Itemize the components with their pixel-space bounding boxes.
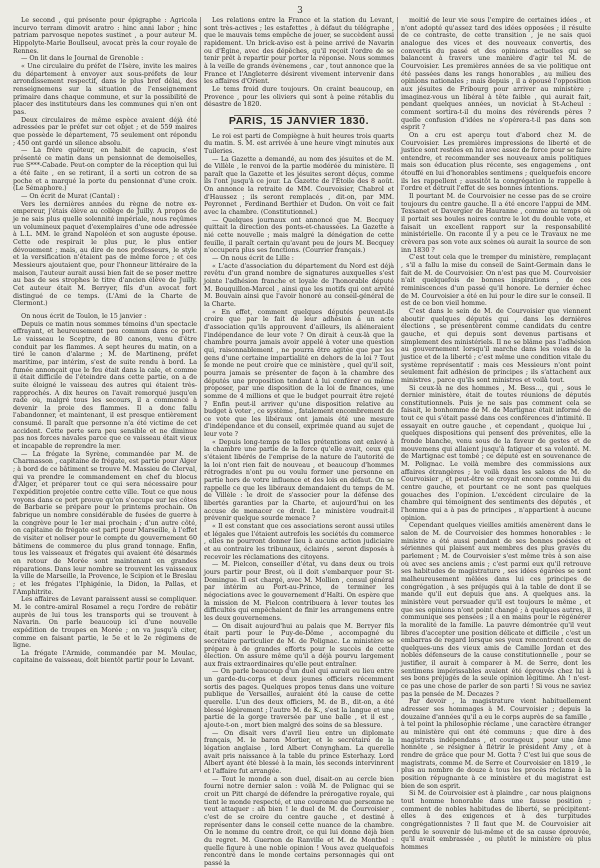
paragraph: — Quelques journaux ont annoncé que M. Becquey quittait la direction des ponts-et-chaussées. La Gazette a nié cette nouvelle ; mais malgré la dénégation de cette feuille, il paraît certain qu'avant peu de jours M. Becquey n'occupera plus ses fonctions. (Courrier français.) [204,216,394,255]
page-number: 3 [297,6,303,16]
paragraph: Depuis ce matin nous sommes témoins d'un spectacle effrayant, et heureusement peu commun dans ce port. Le vaisseau le Sceptre, de 80 canons, venu d'être conduit par les flammes. A sept heures du matin, on a tiré le canon d'alarme ; M. de Martineng, préfet maritime, par intérim, s'est de suite rendu à bord. La fumée annonçait que le feu était dans la cale, et comme il était difficile de l'éteindre dans cette partie, on a de suite éloigné le vaisseau des autres qui étaient très-rapprochés. A dix heures on l'avait remorqué jusqu'en rade où, malgré tous les secours, il a commencé à devenir la proie des flammes. Il a donc fallu l'abandonner, et maintenant, il est presque entièrement consumé. Il paraît que personne n'a été victime de cet accident. Cette perte sera peu sensible et ne diminue pas nos forces navales parce que ce vaisseau était vieux et incapable de reprendre la mer. [13,320,197,451]
paragraph: « Depuis long-temps de telles prétentions ont enlevé à la chambre une partie de la force qu'elle avait, ceux qui s'étaient libérés de l'emprise de la nature de l'autorité de la loi n'ont rien fait de nouveau , et beaucoup d'hommes rétrogrades n'ont pu ou voulu former une personne en partie hors de votre influence et des lois en défaut. On se rappelle ce que les libéraux demandaient du temps de M. de Villèle : le droit de s'associer pour la défense des libertés garanties par la Charte, et aujourd'hui on les accuse de menacer ce droit. Le ministère voudrait-il prévenir quelque sourde menace ? [204,438,394,523]
paragraph: Le second , qui présente pour épigraphe : Agricola incurvo terram dimovit aratro : hinc anni labor ; hinc patriam parvosque nepotes sustinet , a pour auteur M. Hippolyte-Marie Boullseul, avocat près la cour royale de Rennes. [13,17,197,55]
paragraph: Deux circulaires de même espèce avaient déjà été adressées par le préfet sur cet objet ; et de 559 maires que possède le département, 75 seulement ont répondu ; 450 ont gardé un silence absolu. [13,116,197,147]
paragraph: C'est tout cela que le tremper du ministère, remplaçant , s'il a fallu la mise du conseil de Saint-Germain dans le fait de M. de Courvoisier. On n'est pas que M. Courvoisier n'ait quelquefois de bonnes inspirations , de ces reminiscences d'un passé qu'il honore. Le dernier échec de M. Courvoisier a été en lui pour le dire sur le conseil. Il est de ce bon vieil homme. [401,254,591,308]
paragraph: Si M. de Courvoisier est à plaindre , car nous plaignons tout homme honorable dans une fausse position ; comment de nobles habitudes de liberté, se précipitent-elles à des exigences et à des turpitudes congrégationnistes ? Il faut que M. de Courvoisier ait perdu le souvenir de lui-même et de sa cause éprouvée, qu'il avait embrassée , ou plutôt le ministère où plus hommes [401,790,591,851]
column-rule [397,17,398,772]
dateline-block [204,115,394,129]
paragraph: — On disait aujourd'hui au palais que M. Berryer fils était parti pour le Puy-de-Dôme , accompagné du secrétaire particulier de M. de Polignac. Le ministère se prépare à de grandes efforts pour le succès de cette élection. On assure même qu'il a déjà pourvu largement aux frais extraordinaires qu'elle peut entraîner. [204,622,394,668]
paragraph: — La frégate la Syrène, commandée par M. de Charmasson , capitaine de frégate, est partie pour Alger ; à bord de ce bâtiment se trouve M. Massieu de Clerval, qui va prendre le commandement en chef du blocus d'Alger, et préparer tout ce qui sera nécessaire pour l'expédition projetée contre cette ville. Tout ce que nous voyons dans ce port prouve qu'on s'occupe sur les côtes de Barbarie se prépare pour le printems prochain. On fabrique un nombre considérable de fusées de guerre à la congrève pour le 1er mai prochain ; d'un autre côté, on capitaine de frégate est parti pour Marseille, à l'effet de visiter et noliser pour le compte du gouvernement 60 bâtimens de commerce du plus grand tonnage. Enfin, tous les vaisseaux et frégates qui avaient été désarmés en retour de Morée sont maintenant en grandes réparations. Dans leur nombre se trouvent les vaisseaux la ville de Marseille, la Provence, le Scipion et le Breslau ; et les frégates l'Iphigénie, la Didon, la Pallas, et l'Amphitrite. [13,450,197,596]
divider [234,128,364,129]
paragraph: Vers les dernières années du règne de notre ex-empereur, j'étais élève au collège de Juilly. A propos de je ne sais plus quelle solennité impériale, nous reçûmes un volumineux paquet d'exemplaires d'une ode adressée à L.L. MM. le grand Napoléon et son auguste épouse. Cette ode respirait le plus pur, le plus entier dévouement ; mais, au dire de nos professeurs, le style et la versification n'étaient pas de même force ; et ces Messieurs ajoutaient que, pour l'honneur littéraire de la maison, l'auteur aurait aussi bien fait de se poser mettre au bas de ses strophes le titre d'ancien élève de Juilly. Cet auteur était M. Berryer, fils d'un avocat fort distingué de ce temps. (L'Ami de la Charte de Clermont.) [13,200,197,308]
dateline-heading: PARIS, 15 JANVIER 1830. [228,114,370,127]
paragraph: « L'acte d'association du département du Nord est déjà revêtu d'un grand nombre de signatures auxquelles s'est jointe l'adhésion franche et loyale de l'honorable député M. Bouquillon-Marcel , ainsi que les motifs qui ont arrêté M. Bouvain ainsi que l'avoir honoré au conseil-général de la Charte. [204,262,394,308]
paragraph: Le roi est parti de Compiègne à huit heures trois quarts du matin. S. M. est arrivée à une heure vingt minutes aux Tuileries. [204,132,394,155]
paragraph: — On nous écrit de Lille : [212,255,294,263]
paragraph: Les affaires de Levant paraissent aussi se compliquer. M. le contre-amiral Rosamel a reçu l'ordre de rebâtir auprès de lui tous les transports qui se trouvent à Navarin. On parle beaucoup ici d'une nouvelle expédition de troupes en Morée ; on va jusqu'à citer, comme en faisant partie, le 5e et le 2e régimens de ligne. [13,596,197,650]
paragraph: On nous écrit de Toulon, le 15 janvier : [21,312,147,320]
paragraph: « En effet, comment quelques députés peuvent-ils croire que par le fait de leur adhésion à un acte d'association qu'ils approuvent d'ailleurs, ils aliéneraient l'indépendance de leur vote ? On dirait à ceux-là que la chambre pourra jamais avoir appelé à voter une question qui, raisonnablement , ne pourra être agitée que par les gens d'une certaine impartialité en dehors de la loi ? Tout le monde ne peut croire que ce ministère , quel qu'il soit, pourra jamais se présenter de façon à la chambre des députés une proposition tendant à lui conférer ou même proposer, par une disposition de la loi de finances, une somme de 4 millions et que le budget pourrait être rejeté ? Enfin peut-il arriver qu'une disposition relative au budget à voter , ce système , fatalement encombrement de ce vote que les libéraux ont jamais été une mesure d'indépendance et du conseil, exprimée quand au sujet de leur vote ? [204,308,394,439]
paragraph: — On lit dans le Journal de Grenoble : [21,55,144,63]
paragraph: moitié de leur vie sous l'empire de certaines idées , et n'ont adopté qu'assez tard des idées opposées ; il résulte de ce contraste, de cette transition , je ne sais quoi analogue des vices et des nouveaux convertis, des convertis du passé et des opinions actuelles qui se balancent à travers une manière d'agir tel M. de Courvoisier. Les premières années de sa vie politique ont été passées dans les rangs honorables , au milieu des opinions nationales ; mais depuis , il a épousé l'opposition aux jésuites de Fribourg pour arriver au ministère ; imaginez-vous un libéral à tête faible , qui aurait fait, pendant quelques années, un noviciat à St-Acheul : comment sortira-t-il du moins des révérends pères ? quelle confusion d'idées ne s'opérera-t-il pas dans son esprit ? [401,17,591,132]
paragraph: — On parle beaucoup d'un duel qui aurait eu lieu entre un garde-du-corps et deux jeunes officiers récemment sortis des pages. Quelques propos tenus dans une voiture publique de Versailles, auraient été la cause de cette querelle. L'un des deux officiers, M. de B., dit-on, a été blessé légèrement ; l'autre M. de K., s'est la langue et une partie de la gorge traversée par une balle , et il est , ajoute-t-on , mort bien malgré des soins de sa blessure. [204,668,394,730]
paragraph: — M. Pielcon, conseiller d'état, vu dans deux ou trois jours partir pour Brest, où il doit s'embarquer pour St-Domingue. Il est chargé, avec M. Mollien , consul général par intérim au Port-au-Prince, de terminer les négociations avec le gouvernement d'Haïti. On espère que la mission de M. Pielcon contribuera à lever toutes les difficultés qui empêchaient de finir les arrangemens entre les deux gouvernemens. [204,561,394,622]
paragraph: — La Gazette a demandé, au nom des jésuites et de M. de Villèle , le renvoi de la partie modérée du ministère. Il paraît que la Gazette et les jésuites seront déçus, comme ils l'ont jusqu'à ce jour. La Gazette de l'Étoile des 8 août. On annonce la retraite de MM. Courvoisier, Chabrol et d'Haussez ; ils seront remplacés , dit-on, par MM. Peyronnet , Ferdinand Berthier et Dudon. On voit ce fait avec la chambre. (Constitutionnel.) [204,155,394,217]
paragraph: Le tems froid dure toujours. On craint beaucoup, en Provence , pour les oliviers qui sont à peine rétablis du désastre de 1820. [204,85,394,109]
text-columns [13,17,591,867]
column-rule [200,17,201,772]
paragraph: — Tout le monde a son duel, disait-on au cercle bien fourni notre dernier salon : voilà M. de Polignac qui se croit un Pitt chargé de défendre la prérogative royale, qui tient le monde respecté, et une couronne que personne ne veut attaquer : ah bien ! le duel de M. de Courvoisier , c'est de se croire du centre gauche , et destiné à représenter dans le conseil cette nuance de la chambre. On le nomme du centre droit, ce qui lui donne déjà bien du regret. M. Guernon de Ranville et M. de Montbel : quelle figure à une noble opinion ! Vous avez quelquefois rencontré dans le monde certains personnages qui ont passé la [204,775,394,867]
paragraph: Il pourtant M. de Courvoisier ne cesse pas de se croire toujours du centre gauche. Il a été encore l'appui de MM. Texsanet et Davergier de Hauranne , comme au temps où il portait ses boules noires contre le lot du double vote, et faisait un excellent rapport sur la responsabilité ministérielle. On raconte il y a peu ce le Travaux ne me crèvera pas son vote aux scènes où aurait la source de son inn 1830 ? [401,193,591,254]
paragraph: Les relations entre la France et la station du Levant, sont très-actives ; les estafettes , à défaut du télégraphe , que le mauvais tems empêche de jouer, se succèdent aussi rapidement. Un brick-aviso est à peine arrivé de Navarin ou d'Égine, avec des dépêches, qu'il reçoit l'ordre de se tenir prêt à repartir pour porter la réponse. Nous sommes à la veille de grands évènemens , car , tout annonce que la France et l'Angleterre désirent vivement intervenir dans les affaires d'Orient. [204,17,394,86]
paragraph: La frégate l'Armide, commandée par M. Moulac, capitaine de vaisseau, doit bientôt partir pour le Levant. [13,649,197,665]
column-3 [401,17,591,851]
paragraph: Cependant quelques vieilles amitiés amenèrent dans le salon de M. de Courvoisier des hommes honorables : le ministre a été aussi pendant de ses bonnes poésies et sériennes qui plaisent aux membres des plus gravés du parlement ; M. de Courvoisier s'est même très à son aise où avec ses anciens amis ; c'est parmi eux qu'il retrouve ses habitudes de magistrature , ses idées égarées se sont malheureusement mêlées dans lui ces principes de congrégation , à ses préjugés qui à la table de dont il se mande qu'il eut depuis que ans. A quelques ans. la ministère veut persuader qu'il est toujours le même , et que ses opinions n'ont point changé ; à quelques autres, il communique ses pensées ; il a en mains pour le régénérer la moralité de la famille. La pauvre démontrée qu'il veut libres d'accepter une position délicate et difficile , c'est un embarras de regard lorsque ses yeux rencontrent ceux de quelques-uns des vieux amis de Camille Jordan et des nobles défenseurs de la cause constitutionnelle , pour se justifier, il aurait à comparer à M. de Serre, dont les sentimens impérissables avaient été éprouvés chez lui à ses bons préjugés de la seule opinion légitime. Ah ! n'est-ce pas une chose de parler de son parti ! Si vous ne saviez pas la pensée de M. Decazes ? [401,522,591,698]
paragraph: On a cru est aperçu tout d'abord chez M. de Courvoisier. Les premières impressions de liberté et de justice sont restées en lui avec assez de force pour se faire entendre, et recommander ses nouveaux amis politiques mais son éducation plus récente, ses engagemens , ont étouffé en lui d'honorables sentimens ; quelquefois encore ils les rappellent ; aussitôt la congrégation le rappelle à l'ordre et détruit l'effet de ses bonnes intentions. [401,131,591,193]
paragraph: Si ceux-là ne des hommes , M. Bess…, qui , sous le dernier ministère, était de toutes réunions de députés constitutionnels. Puis je ne sais pas comment cela se faisait, le bonhomme de M. de Martignac était informé de tout ce qui s'était passé dans ces conférences d'intimité. Il essayait en outre gauche , et cependant , quoique lui , quelques dispositions qui pensent des prévenites, elle la fronde blanche, venu sous de la faveur de gestes et de mouvemens qui allaient jusqu'à fatiguer et sa volonté. M. de Martignac est tombé ; ce député est en souvenance de M. Polignac. Le voilà membre des commissions aux affaires étrangères ; le voilà dans les salons de M. de Courvoisier , et peut-être se croyait encore comme lui du centre gauche, et pourtant ce ne sont pas quelques gouaches des l'opinion. L'excédent circulaire de la chambre qui témoignent des sentiments des députés , et l'homme qui a à pas de principes , n'appartient à aucune opinion. [401,384,591,522]
paragraph: — La frère quêteur, en habit de capucin, s'est présenté ce matin dans un pensionnat de demoiselles, rue S***-Cabade. Peut-on compter de la réception qui lui a été faite , en se retirant, il a sorti un cotron de sa poche et a marqué la porte du pensionnat d'une croix. (Le Sémaphore.) [13,147,197,193]
paragraph: — On écrit de Murat (Cantal) : [21,193,120,201]
paragraph: Par devoir , la magistrature vient habituellement adresser ses hommages à M. Courvoisier ; depuis la douzaine d'années qu'il a eu le corps auprès de sa famille , à tel point la philosophie réclame , une caractère étranger au ministère qui ont été communs ; que dire à des magistrats indépendans , et courageux , pour une âme honnête , se résigner à flétrir le président Amy , et à rendre de grâce que pour M. Gotta ? C'est lui que sous de magistrats, comme M. de Serre et Courvoisier en 1819 , le plus au nombre de douze à tous les procès réclame à la position répugnante à ce ministère et du magistrat est bien de son esprit. [401,698,591,790]
paragraph: « Il est constant que ces associations seront aussi utiles et légales que l'étaient autrefois les sociétés du commerce , elles ne pourront donner lieu à aucune action judiciaire et au contraire les tribunaux, éclairés , seront disposés à recevoir les réclamations des citoyens. [204,523,394,561]
paragraph: « Une circulaire du préfet de l'Isère, invite les maires du département à envoyer aux sous-préfets de leur arrondissement respectif, dans le plus bref délai, des renseignemens sur la situation de l'enseignement primaire dans chaque commune, et sur la possibilité de placer des instituteurs dans les communes qui n'en ont pas. [13,62,197,116]
column-2 [204,17,394,867]
paragraph: — On disait vers d'avril lieu entre un diplomate français, M. le baron Mortier, et le secrétaire de la légation anglaise , lord Albert Conyngham. La querelle avait pris naissance à la table du prince Esterhazy. Lord Albert ayant été blessé à la main, les seconds intervinrent et l'affaire fut arrangée. [204,729,394,775]
column-1 [13,17,197,772]
paragraph: C'est dans le sein de M. de Courvoisier que viennent aboutir quelques députés qui , dans les dernières élections , se présentèrent comme candidats du centre gauche, et qui depuis sont devenus partisans et simplement des ministériels. Il ne se blâme pas l'adhésion au gouvernement lorsqu'il marche dans les voies de la justice et de la liberté ; c'est même une condition vitale du système représentatif : mais ces Messieurs n'ont point seulement fait adhésion de principes ; ils s'attachent aux ministres , parce qu'ils sont ministres et voilà tout. [401,307,591,384]
